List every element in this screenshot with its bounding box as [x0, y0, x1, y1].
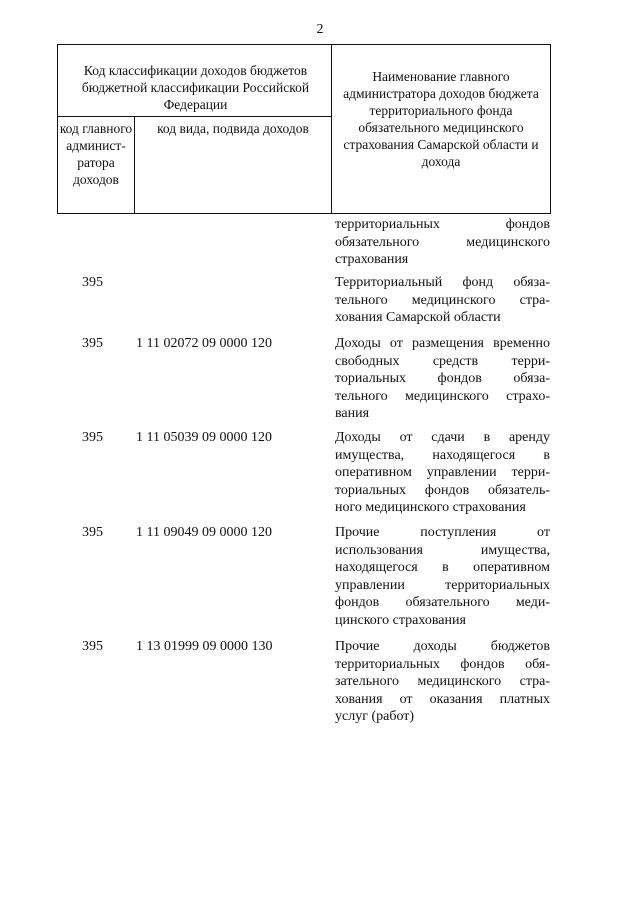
text-line: страхования	[335, 252, 409, 267]
text-line: зательного медицинского стра-	[335, 674, 550, 689]
income-kind-header: код вида, подвида доходов	[157, 121, 309, 136]
text-line: хования Самарской области	[335, 310, 501, 325]
table-row-income-code: 1 11 05039 09 0000 120	[136, 430, 272, 445]
classification-code-header: Код классификации доходов бюджетов бюджетной классификации Российской Федерации	[81, 63, 310, 112]
text-line: территориальных фондов обя-	[335, 656, 550, 672]
text-line: использования имущества,	[335, 542, 550, 558]
name-header: Наименование главного администратора доходов бюджета территориального фонда обязательного медицинского страхования Самарской области и дохода	[343, 69, 539, 169]
text-line: Прочие доходы бюджетов	[335, 639, 550, 654]
text-line: оперативном управлении терри-	[335, 465, 550, 480]
page-number: 2	[316, 22, 324, 37]
table-row-admin-code: 395	[82, 275, 103, 290]
table-row-name	[335, 335, 550, 423]
text-line: ториальных фондов обязатель-	[335, 482, 550, 498]
text-line: Доходы от сдачи в аренду	[335, 430, 550, 445]
text-line: фондов обязательного меди-	[335, 595, 550, 610]
table-row-name	[335, 524, 550, 629]
table-row-income-code: 1 13 01999 09 0000 130	[136, 639, 273, 654]
table-border	[57, 44, 551, 45]
table-row-name	[335, 429, 550, 517]
table-row-income-code: 1 11 09049 09 0000 120	[136, 525, 272, 540]
table-row-admin-code: 395	[82, 430, 103, 445]
text-line: свободных средств терри-	[335, 353, 550, 369]
text-line: территориальных фондов	[335, 217, 550, 232]
text-line: ного медицинского страхования	[335, 500, 526, 515]
text-line: Прочие поступления от	[335, 525, 550, 540]
table-border	[57, 213, 551, 214]
text-line: управлении территориальных	[335, 577, 550, 593]
table-row-income-code: 1 11 02072 09 0000 120	[136, 336, 272, 351]
text-line: Территориальный фонд обяза-	[335, 275, 550, 290]
text-line: обязательного медицинского	[335, 234, 550, 250]
table-header	[57, 44, 551, 214]
table-border	[331, 44, 332, 214]
text-line: ториальных фондов обяза-	[335, 371, 550, 386]
table-row-name	[335, 638, 550, 726]
text-line: хования от оказания платных	[335, 691, 550, 707]
table-row-admin-code: 395	[82, 336, 103, 351]
admin-code-header: код главного админист-ратора доходов	[59, 121, 133, 187]
text-line: услуг (работ)	[335, 709, 415, 724]
text-line: имущества, находящегося в	[335, 447, 550, 463]
table-row-admin-code: 395	[82, 525, 103, 540]
table-row-admin-code: 395	[82, 639, 103, 654]
table-border	[550, 44, 551, 214]
table-row-name	[335, 274, 550, 327]
text-line: находящегося в оперативном	[335, 560, 550, 575]
text-line: вания	[335, 406, 370, 421]
text-line: цинского страхования	[335, 612, 466, 628]
table-row-name	[335, 216, 550, 269]
table-border	[57, 116, 332, 117]
text-line: тельного медицинского страхо-	[335, 388, 550, 404]
text-line: Доходы от размещения временно	[335, 336, 550, 351]
text-line: тельного медицинского стра-	[335, 292, 550, 308]
